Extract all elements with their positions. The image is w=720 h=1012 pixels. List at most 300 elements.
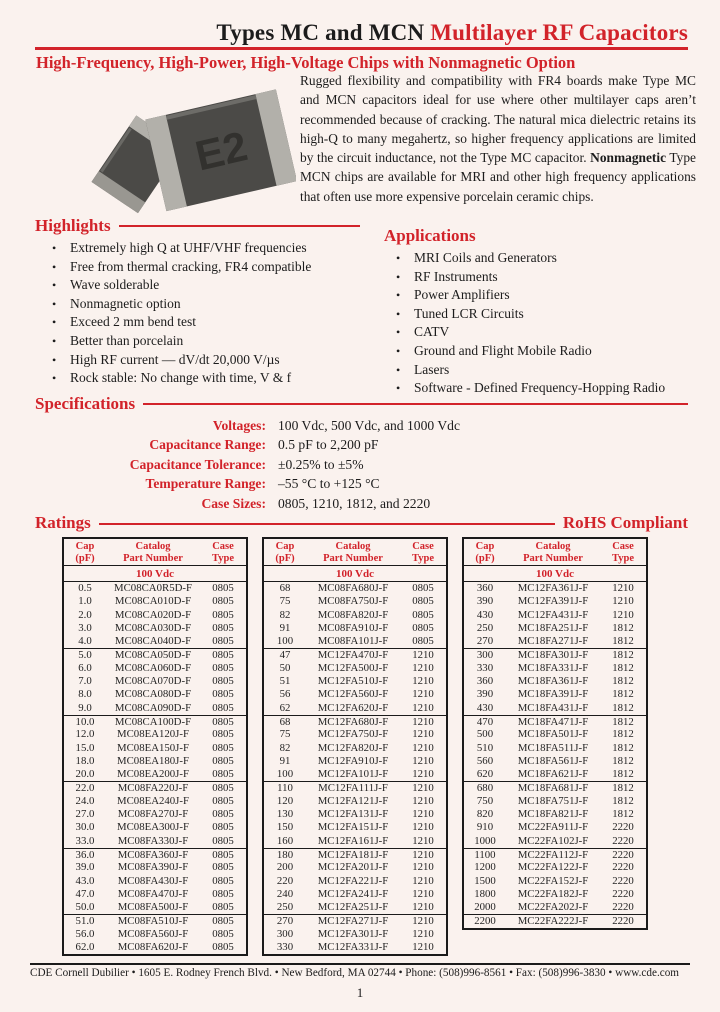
- table-row: [464, 755, 646, 768]
- intro-paragraph: [300, 71, 696, 206]
- table-body: [264, 582, 446, 954]
- table-row: [464, 635, 646, 648]
- case-type: 1210: [412, 874, 434, 887]
- table-row: [64, 861, 246, 874]
- col-header-catalog: [306, 541, 400, 564]
- table-header: [264, 539, 446, 565]
- part-number: MC12FA750J-F: [317, 728, 389, 741]
- cap-value: 15.0: [75, 741, 95, 754]
- part-number: MC12FA361J-F: [517, 582, 589, 594]
- cap-value: 120: [276, 794, 294, 807]
- product-photo: [78, 78, 296, 221]
- cap-value: 2.0: [78, 608, 92, 621]
- table-row: [264, 688, 446, 701]
- table-row: [264, 702, 446, 715]
- applications-section-heading: [384, 226, 476, 246]
- cap-value: 1800: [474, 887, 496, 900]
- highlights-rule: [119, 225, 360, 227]
- bullet-item: [52, 295, 362, 314]
- spec-value: 0805, 1210, 1812, and 2220: [278, 495, 431, 511]
- table-row: [264, 582, 446, 595]
- bullet-item: [396, 268, 696, 287]
- case-type: 0805: [212, 635, 234, 648]
- table-row: [264, 595, 446, 608]
- part-number: MC12FA470J-F: [317, 649, 389, 662]
- voltage-row: 100 Vdc: [464, 565, 646, 582]
- spec-row: [35, 455, 675, 474]
- part-number: MC18FA301J-F: [517, 649, 589, 662]
- cap-value: 43.0: [75, 874, 95, 887]
- cap-value: 620: [476, 768, 494, 781]
- case-type: 1210: [612, 608, 634, 621]
- table-row: [64, 662, 246, 675]
- case-type: 1812: [612, 635, 634, 648]
- case-type: 2220: [612, 915, 634, 928]
- col-header-cap: [464, 541, 506, 564]
- cap-value: 7.0: [78, 675, 92, 688]
- table-row: [264, 835, 446, 848]
- table-row: [464, 662, 646, 675]
- cap-value: 510: [476, 741, 494, 754]
- cap-value: 20.0: [75, 768, 95, 781]
- case-type: 1812: [612, 768, 634, 781]
- bullet-text: Extremely high Q at UHF/VHF frequencies: [70, 240, 307, 255]
- part-number: MC08EA150J-F: [117, 741, 189, 754]
- voltage-row: 100 Vdc: [264, 565, 446, 582]
- case-type: 0805: [212, 608, 234, 621]
- part-number: MC08CA030D-F: [114, 621, 192, 634]
- cap-value: 500: [476, 728, 494, 741]
- table-row: [264, 662, 446, 675]
- cap-value: 68: [279, 582, 291, 594]
- part-number: MC12FA181J-F: [317, 848, 389, 861]
- part-number: MC22FA182J-F: [517, 887, 589, 900]
- cap-value: 68: [279, 715, 291, 728]
- table-row: [264, 928, 446, 941]
- part-number: MC12FA221J-F: [317, 874, 389, 887]
- part-number: MC18FA471J-F: [517, 715, 589, 728]
- bullet-text: Ground and Flight Mobile Radio: [414, 342, 592, 358]
- cap-value: 62.0: [75, 941, 95, 954]
- cap-value: 50: [279, 661, 291, 674]
- case-type: 0805: [212, 927, 234, 940]
- case-type: 0805: [212, 754, 234, 767]
- table-row: [64, 941, 246, 954]
- table-row: [264, 609, 446, 622]
- case-type: 0805: [212, 621, 234, 634]
- cap-value: 18.0: [75, 754, 95, 767]
- part-number: MC12FA391J-F: [517, 595, 589, 608]
- part-number: MC08FA620J-F: [117, 941, 189, 954]
- col-header-case-line2: Type: [212, 552, 234, 564]
- table-row: [64, 688, 246, 701]
- cap-value: 240: [276, 887, 294, 900]
- part-number: MC12FA560J-F: [317, 688, 389, 701]
- ratings-heading: Ratings: [35, 513, 91, 532]
- bullet-text: Nonmagnetic option: [70, 295, 181, 311]
- cap-value: 150: [276, 821, 294, 834]
- part-number: MC08FA101J-F: [317, 635, 389, 648]
- bullet-item: [396, 361, 696, 380]
- cap-value: 390: [476, 595, 494, 608]
- spec-value: 100 Vdc, 500 Vdc, and 1000 Vdc: [278, 418, 460, 433]
- bullet-item: [396, 249, 696, 268]
- col-header-case-line1: Case: [612, 541, 634, 552]
- part-number: MC18FA681J-F: [517, 782, 589, 795]
- case-type: 2220: [612, 874, 634, 887]
- cap-value: 1200: [474, 861, 496, 874]
- col-header-catalog-line1: Catalog: [135, 541, 171, 552]
- cap-value: 750: [476, 794, 494, 807]
- case-type: 0805: [412, 621, 434, 634]
- table-row: [64, 702, 246, 715]
- case-type: 1812: [612, 741, 634, 754]
- table-row: [464, 848, 646, 861]
- bullet-text: Wave solderable: [70, 277, 160, 293]
- part-number: MC08FA750J-F: [317, 595, 389, 608]
- case-type: 1210: [412, 861, 434, 874]
- col-header-case: [400, 541, 446, 564]
- bullet-text: Better than porcelain: [70, 332, 184, 348]
- cap-value: 390: [476, 688, 494, 701]
- cap-value: 0.5: [78, 582, 92, 594]
- part-number: MC18FA431J-F: [517, 701, 589, 714]
- part-number: MC12FA151J-F: [317, 821, 389, 834]
- ratings-tables: [62, 537, 648, 956]
- spec-label: Capacitance Range:: [149, 437, 266, 453]
- bullet-text: Rock stable: No change with time, V & f: [70, 370, 292, 386]
- case-type: 1210: [412, 848, 434, 861]
- cap-value: 1500: [474, 874, 496, 887]
- col-header-case: [200, 541, 246, 564]
- part-number: MC08FA820J-F: [317, 608, 389, 621]
- table-row: [264, 808, 446, 821]
- cap-value: 27.0: [75, 808, 95, 821]
- highlights-list: [52, 239, 362, 388]
- cap-value: 360: [476, 582, 494, 594]
- table-row: [264, 635, 446, 648]
- cap-value: 180: [276, 848, 294, 861]
- table-row: [464, 808, 646, 821]
- bullet-text: MRI Coils and Generators: [414, 250, 557, 265]
- cap-value: 220: [276, 874, 294, 887]
- table-row: [264, 795, 446, 808]
- table-row: [464, 622, 646, 635]
- ratings-section-heading: [35, 513, 688, 533]
- table-row: [64, 582, 246, 595]
- table-row: [64, 808, 246, 821]
- case-type: 0805: [212, 901, 234, 914]
- table-row: [64, 768, 246, 781]
- table-row: [64, 821, 246, 834]
- table-row: [464, 781, 646, 794]
- part-number: MC08CA080D-F: [114, 688, 192, 701]
- spec-value: –55 °C to +125 °C: [278, 476, 380, 492]
- table-row: [264, 675, 446, 688]
- case-type: 1210: [612, 582, 634, 594]
- case-type: 1210: [412, 782, 434, 795]
- part-number: MC22FA102J-F: [517, 834, 589, 847]
- bullet-text: High RF current — dV/dt 20,000 V/µs: [70, 351, 280, 367]
- case-type: 1210: [412, 715, 434, 728]
- case-type: 0805: [212, 782, 234, 795]
- part-number: MC08FA390J-F: [117, 861, 189, 874]
- cap-value: 100: [276, 768, 294, 781]
- cap-value: 91: [279, 621, 291, 634]
- cap-value: 12.0: [75, 728, 95, 741]
- case-type: 1210: [412, 688, 434, 701]
- cap-value: 110: [277, 782, 293, 795]
- ratings-rule: [99, 523, 555, 525]
- highlights-heading: Highlights: [35, 216, 111, 235]
- cap-value: 680: [476, 782, 494, 795]
- part-number: MC18FA751J-F: [517, 794, 589, 807]
- case-type: 1210: [412, 915, 434, 928]
- table-row: [264, 888, 446, 901]
- case-type: 2220: [612, 848, 634, 861]
- bullet-item: [52, 239, 362, 258]
- case-type: 0805: [412, 635, 434, 648]
- cap-value: 820: [476, 808, 494, 821]
- bullet-icon: •: [396, 269, 401, 284]
- cap-value: 1100: [474, 848, 496, 861]
- highlights-section-heading: [35, 216, 360, 236]
- part-number: MC18FA331J-F: [517, 661, 589, 674]
- case-type: 0805: [212, 915, 234, 928]
- case-type: 0805: [212, 701, 234, 714]
- table-row: [464, 688, 646, 701]
- cap-value: 1.0: [78, 595, 92, 608]
- cap-value: 33.0: [75, 834, 95, 847]
- table-row: [264, 821, 446, 834]
- col-header-catalog-line1: Catalog: [335, 541, 371, 552]
- table-header: [64, 539, 246, 565]
- case-type: 1812: [612, 675, 634, 688]
- bullet-item: [396, 342, 696, 361]
- bullet-item: [52, 276, 362, 295]
- part-number: MC08FA360J-F: [117, 848, 189, 861]
- table-row: [64, 875, 246, 888]
- part-number: MC18FA821J-F: [517, 808, 589, 821]
- chip-capacitors-illustration: [78, 78, 296, 216]
- col-header-case: [600, 541, 646, 564]
- part-number: MC18FA511J-F: [517, 741, 589, 754]
- table-row: [64, 795, 246, 808]
- cap-value: 51.0: [75, 915, 95, 928]
- table-row: [64, 928, 246, 941]
- col-header-cap: [264, 541, 306, 564]
- cap-value: 50.0: [75, 901, 95, 914]
- bullet-item: [52, 258, 362, 277]
- table-row: [464, 595, 646, 608]
- table-row: [64, 742, 246, 755]
- part-number: MC18FA501J-F: [517, 728, 589, 741]
- cap-value: 2200: [474, 915, 496, 928]
- bullet-item: [396, 323, 696, 342]
- bullet-item: [52, 332, 362, 351]
- cap-value: 9.0: [78, 701, 92, 714]
- case-type: 1210: [412, 768, 434, 781]
- table-row: [264, 901, 446, 914]
- ratings-table-1: [62, 537, 248, 956]
- intro-text-after: Type MCN chips are available for MRI and other high frequency applications that often use more expensive porcelain ceramic chips.: [300, 150, 696, 204]
- voltage-row: 100 Vdc: [64, 565, 246, 582]
- spec-row: [35, 416, 675, 435]
- cap-value: 91: [279, 754, 291, 767]
- table-row: [464, 821, 646, 834]
- table-row: [264, 742, 446, 755]
- part-number: MC12FA251J-F: [317, 901, 389, 914]
- case-type: 0805: [212, 834, 234, 847]
- part-number: MC08CA060D-F: [114, 661, 192, 674]
- cap-value: 300: [276, 927, 294, 940]
- spec-label: Capacitance Tolerance:: [129, 456, 266, 472]
- cap-value: 62: [279, 701, 291, 714]
- bullet-icon: •: [396, 325, 401, 340]
- case-type: 2220: [612, 821, 634, 834]
- case-type: 1210: [412, 675, 434, 688]
- part-number: MC08CA020D-F: [114, 608, 192, 621]
- part-number: MC08CA0R5D-F: [114, 582, 192, 594]
- col-header-cap-line1: Cap: [475, 541, 495, 552]
- case-type: 1812: [612, 715, 634, 728]
- part-number: MC22FA202J-F: [517, 901, 589, 914]
- spec-value: ±0.25% to ±5%: [278, 456, 364, 472]
- case-type: 1210: [412, 808, 434, 821]
- case-type: 0805: [212, 688, 234, 701]
- part-number: MC08CA010D-F: [114, 595, 192, 608]
- footer-rule: [30, 963, 690, 965]
- cap-value: 2000: [474, 901, 496, 914]
- bullet-icon: •: [396, 251, 401, 265]
- table-row: [464, 675, 646, 688]
- cap-value: 560: [476, 754, 494, 767]
- case-type: 0805: [212, 874, 234, 887]
- applications-heading: Applications: [384, 226, 476, 245]
- case-type: 2220: [612, 901, 634, 914]
- part-number: MC08CA070D-F: [114, 675, 192, 688]
- bullet-icon: •: [396, 306, 401, 321]
- table-row: [64, 715, 246, 728]
- part-number: MC08FA500J-F: [117, 901, 189, 914]
- part-number: MC18FA251J-F: [517, 621, 589, 634]
- cap-value: 22.0: [75, 782, 95, 795]
- table-row: [64, 728, 246, 741]
- table-row: [64, 755, 246, 768]
- part-number: MC08FA270J-F: [117, 808, 189, 821]
- cap-value: 51: [279, 675, 291, 688]
- bullet-text: CATV: [414, 324, 450, 340]
- case-type: 0805: [212, 768, 234, 781]
- cap-value: 1000: [474, 834, 496, 847]
- spec-value: 0.5 pF to 2,200 pF: [278, 437, 379, 453]
- cap-value: 10.0: [75, 715, 95, 728]
- cap-value: 330: [276, 941, 294, 954]
- table-row: [64, 622, 246, 635]
- col-header-case-line1: Case: [212, 541, 234, 552]
- table-row: [464, 728, 646, 741]
- case-type: 1812: [612, 794, 634, 807]
- bullet-icon: •: [52, 352, 57, 367]
- cap-value: 200: [276, 861, 294, 874]
- bullet-icon: •: [52, 333, 57, 348]
- case-type: 1210: [412, 834, 434, 847]
- bullet-text: Tuned LCR Circuits: [414, 305, 524, 321]
- part-number: MC12FA820J-F: [317, 741, 389, 754]
- case-type: 0805: [212, 887, 234, 900]
- cap-value: 250: [276, 901, 294, 914]
- part-number: MC12FA620J-F: [317, 701, 389, 714]
- cap-value: 5.0: [78, 649, 92, 662]
- part-number: MC12FA101J-F: [317, 768, 389, 781]
- cap-value: 250: [476, 621, 494, 634]
- spec-row: [35, 494, 675, 513]
- part-number: MC18FA361J-F: [517, 675, 589, 688]
- case-type: 0805: [212, 808, 234, 821]
- case-type: 1210: [412, 754, 434, 767]
- part-number: MC12FA131J-F: [317, 808, 389, 821]
- cap-value: 82: [279, 608, 291, 621]
- case-type: 0805: [212, 582, 234, 594]
- table-row: [264, 755, 446, 768]
- cap-value: 4.0: [78, 635, 92, 648]
- table-row: [64, 835, 246, 848]
- table-row: [464, 768, 646, 781]
- page-title-red: Multilayer RF Capacitors: [424, 20, 688, 45]
- cap-value: 430: [476, 608, 494, 621]
- case-type: 0805: [212, 675, 234, 688]
- case-type: 0805: [212, 595, 234, 608]
- part-number: MC18FA561J-F: [517, 754, 589, 767]
- spec-row: [35, 435, 675, 454]
- case-type: 1210: [412, 887, 434, 900]
- part-number: MC08FA560J-F: [117, 927, 189, 940]
- part-number: MC12FA241J-F: [317, 887, 389, 900]
- table-row: [464, 795, 646, 808]
- spec-label: Case Sizes:: [201, 495, 266, 511]
- col-header-case-line2: Type: [612, 552, 634, 564]
- part-number: MC08FA680J-F: [317, 582, 389, 594]
- ratings-table-3: [462, 537, 648, 930]
- bullet-icon: •: [52, 371, 57, 386]
- col-header-cap-line2: (pF): [75, 552, 95, 564]
- case-type: 0805: [212, 649, 234, 662]
- case-type: 0805: [212, 821, 234, 834]
- table-row: [64, 675, 246, 688]
- case-type: 1812: [612, 688, 634, 701]
- cap-value: 47.0: [75, 887, 95, 900]
- case-type: 1210: [412, 701, 434, 714]
- cap-value: 39.0: [75, 861, 95, 874]
- bullet-text: Power Amplifiers: [414, 287, 510, 303]
- bullet-item: [52, 313, 362, 332]
- cap-value: 30.0: [75, 821, 95, 834]
- spec-label: Temperature Range:: [145, 476, 266, 492]
- table-row: [464, 609, 646, 622]
- table-row: [264, 768, 446, 781]
- col-header-cap-line2: (pF): [475, 552, 495, 564]
- bullet-text: Free from thermal cracking, FR4 compatible: [70, 258, 312, 274]
- case-type: 1210: [412, 649, 434, 662]
- bullet-item: [52, 369, 362, 388]
- table-row: [464, 648, 646, 661]
- table-row: [64, 914, 246, 927]
- cap-value: 270: [476, 635, 494, 648]
- bullet-text: Software - Defined Frequency-Hopping Radio: [414, 380, 666, 396]
- cap-value: 75: [279, 728, 291, 741]
- cap-value: 36.0: [75, 848, 95, 861]
- case-type: 2220: [612, 834, 634, 847]
